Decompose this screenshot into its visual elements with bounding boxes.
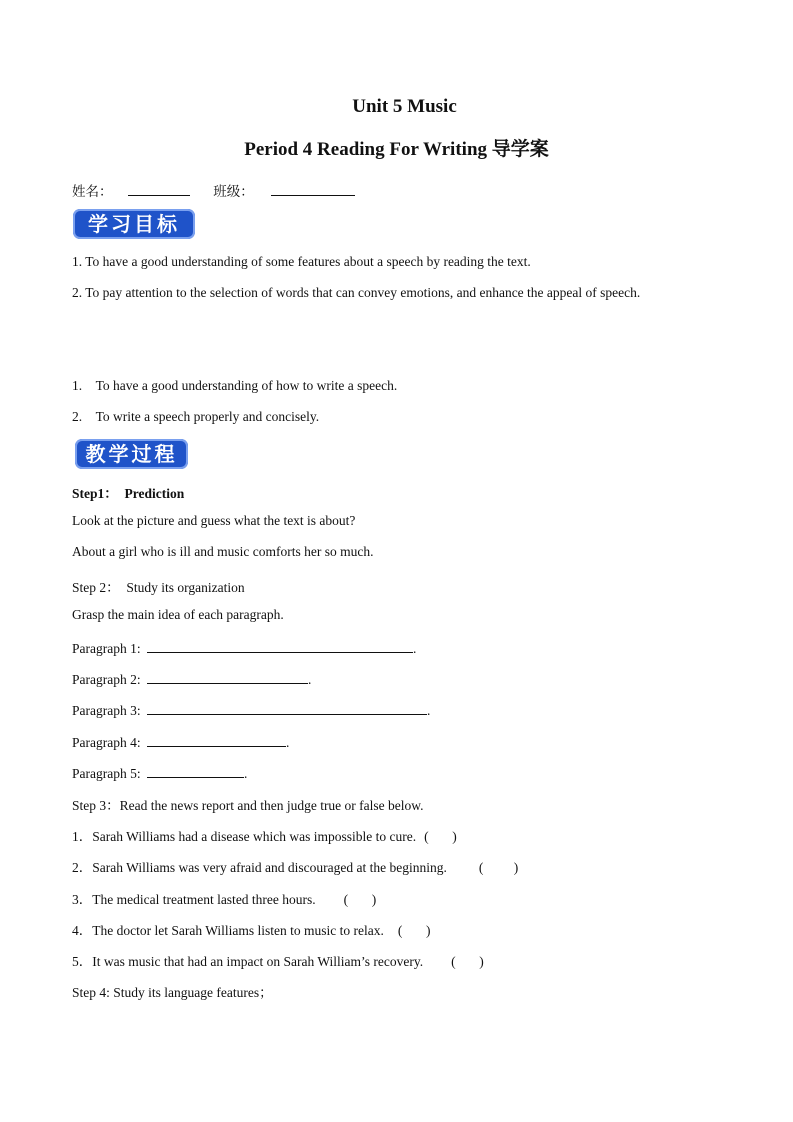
- class-label: 班级：: [213, 184, 254, 199]
- paragraph-blank[interactable]: [147, 763, 244, 778]
- page-subtitle: Period 4 Reading For Writing 导学案: [244, 139, 549, 160]
- paragraph-row: Paragraph 4: .: [72, 732, 289, 751]
- paragraph-blank[interactable]: [147, 700, 427, 715]
- paragraph-label: Paragraph 5:: [72, 766, 141, 781]
- paragraph-label: Paragraph 2:: [72, 672, 141, 687]
- goal-extra-item: 1. To have a good understanding of how to write a speech.: [72, 378, 398, 393]
- paragraph-label: Paragraph 3:: [72, 703, 141, 718]
- step3-title: Step 3：Read the news report and then judge true or false below.: [72, 798, 424, 813]
- class-blank[interactable]: [271, 181, 355, 196]
- process-badge: 教学过程: [75, 439, 188, 469]
- goal-extra-item: 2. To write a speech properly and concisely.: [72, 409, 320, 424]
- tf-statement: 4．The doctor let Sarah Williams listen to music to relax.: [72, 923, 384, 938]
- step1-question: Look at the picture and guess what the text is about?: [72, 513, 356, 528]
- tf-item: [72, 888, 376, 908]
- step2-title: Step 2： Study its organization: [72, 580, 245, 595]
- tf-answer-box[interactable]: ( ): [478, 860, 519, 875]
- tf-answer-box[interactable]: ( ): [451, 954, 484, 969]
- paragraph-label: Paragraph 1:: [72, 641, 141, 656]
- tf-item: [72, 950, 484, 970]
- name-label: 姓名：: [72, 184, 113, 199]
- tf-item: [72, 825, 457, 845]
- tf-answer-box[interactable]: ( ): [343, 892, 377, 907]
- goal-item: 2. To pay attention to the selection of words that can convey emotions, and enhance the appeal of speech.: [72, 285, 641, 300]
- tf-item: [72, 856, 518, 876]
- step4-title: Step 4: Study its language features；: [72, 985, 273, 1000]
- paragraph-blank[interactable]: [147, 669, 308, 684]
- tf-answer-box[interactable]: ( ): [424, 829, 457, 844]
- paragraph-blank[interactable]: [147, 732, 286, 747]
- goals-badge: 学习目标: [73, 209, 195, 239]
- paragraph-blank[interactable]: [147, 638, 413, 653]
- goal-item: 1. To have a good understanding of some features about a speech by reading the text.: [72, 254, 531, 269]
- paragraph-label: Paragraph 4:: [72, 735, 141, 750]
- tf-item: [72, 919, 431, 939]
- step1-answer: About a girl who is ill and music comforts her so much.: [72, 544, 374, 559]
- paragraph-row: Paragraph 5: .: [72, 763, 247, 782]
- tf-statement: 2．Sarah Williams was very afraid and discouraged at the beginning.: [72, 860, 447, 875]
- paragraph-row: Paragraph 3: .: [72, 700, 430, 719]
- tf-statement: 1．Sarah Williams had a disease which was impossible to cure.: [72, 829, 417, 844]
- paragraph-row: Paragraph 2: .: [72, 669, 311, 688]
- name-blank[interactable]: [128, 181, 190, 196]
- step1-title: Step1： Prediction: [72, 486, 185, 501]
- tf-statement: 5．It was music that had an impact on Sarah William’s recovery.: [72, 954, 424, 969]
- student-info-row: [72, 180, 355, 200]
- page-title: Unit 5 Music: [352, 96, 457, 117]
- step2-instruction: Grasp the main idea of each paragraph.: [72, 607, 284, 622]
- paragraph-row: Paragraph 1: .: [72, 638, 416, 657]
- tf-answer-box[interactable]: ( ): [397, 923, 431, 938]
- tf-statement: 3．The medical treatment lasted three hours.: [72, 892, 316, 907]
